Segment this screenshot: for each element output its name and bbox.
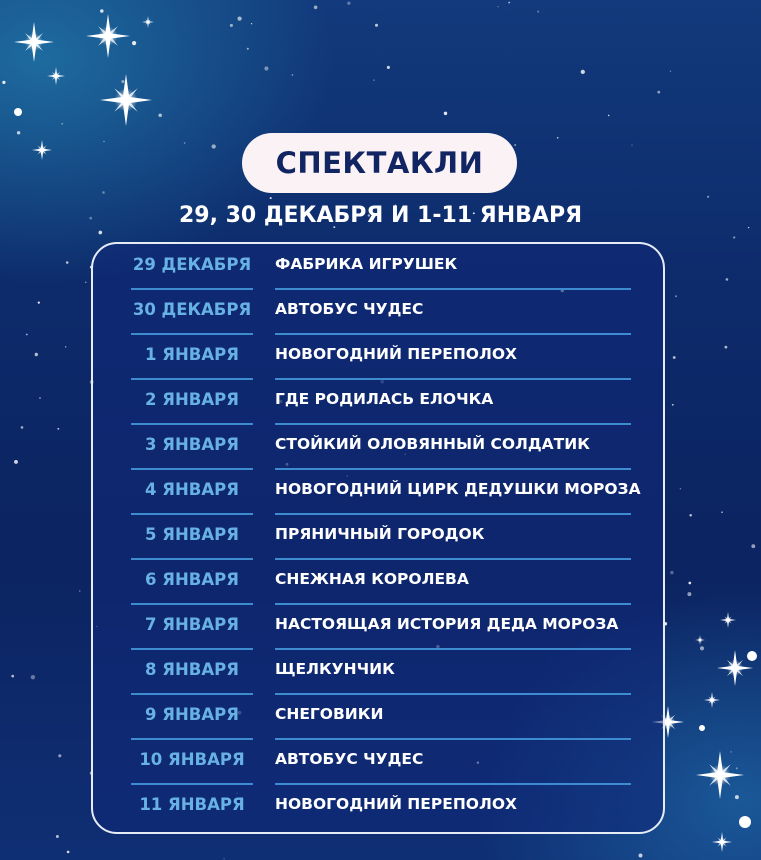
schedule-row bbox=[93, 469, 667, 514]
snow-dot-icon bbox=[680, 488, 681, 489]
schedule-date: 6 ЯНВАРЯ bbox=[145, 570, 239, 589]
snow-dot-icon bbox=[38, 301, 40, 303]
schedule-row bbox=[93, 694, 667, 739]
snow-dot-icon bbox=[212, 144, 216, 148]
schedule-show-title: СНЕГОВИКИ bbox=[275, 705, 384, 723]
snow-dot-icon bbox=[373, 80, 374, 81]
snow-dot-icon bbox=[375, 24, 378, 27]
schedule-row bbox=[93, 649, 667, 694]
sparkle-star-icon bbox=[712, 832, 732, 852]
schedule-date: 4 ЯНВАРЯ bbox=[145, 480, 239, 499]
sparkle-star-icon bbox=[32, 140, 52, 160]
snow-dot-icon bbox=[26, 334, 28, 336]
schedule-date: 30 ДЕКАБРЯ bbox=[132, 300, 252, 319]
snow-dot-icon bbox=[35, 353, 38, 356]
snow-dot-icon bbox=[387, 66, 390, 69]
snow-dot-icon bbox=[184, 142, 186, 144]
schedule-show-title: ФАБРИКА ИГРУШЕК bbox=[275, 255, 458, 273]
snow-dot-icon bbox=[264, 66, 268, 70]
schedule-show-title: НОВОГОДНИЙ ЦИРК ДЕДУШКИ МОРОЗА bbox=[275, 480, 641, 498]
snow-dot-icon bbox=[736, 767, 738, 769]
schedule-show-title: НАСТОЯЩАЯ ИСТОРИЯ ДЕДА МОРОЗА bbox=[275, 615, 619, 633]
snow-dot-icon bbox=[100, 9, 104, 13]
snow-dot-icon bbox=[121, 80, 124, 83]
schedule-date: 29 ДЕКАБРЯ bbox=[132, 255, 252, 274]
snow-dot-icon bbox=[247, 48, 249, 50]
snow-dot-icon bbox=[65, 346, 67, 348]
schedule-show-title: НОВОГОДНИЙ ПЕРЕПОЛОХ bbox=[275, 795, 517, 813]
snow-dot-icon bbox=[608, 115, 610, 117]
snow-dot-icon bbox=[751, 544, 755, 548]
sparkle-star-icon bbox=[704, 692, 720, 708]
schedule-date: 2 ЯНВАРЯ bbox=[145, 390, 239, 409]
snow-dot-icon bbox=[2, 81, 5, 84]
snow-dot-icon bbox=[670, 571, 673, 574]
sparkle-star-icon bbox=[86, 14, 130, 58]
snow-dot-icon bbox=[21, 426, 24, 429]
schedule-row bbox=[93, 784, 667, 829]
snow-dot-icon bbox=[11, 675, 14, 678]
schedule-row bbox=[93, 559, 667, 604]
snow-dot-icon bbox=[673, 356, 676, 359]
page-subtitle: 29, 30 ДЕКАБРЯ И 1-11 ЯНВАРЯ bbox=[178, 203, 583, 228]
snow-dot-icon bbox=[14, 108, 22, 116]
snow-dot-icon bbox=[270, 197, 272, 199]
sparkle-star-icon bbox=[142, 16, 154, 28]
snow-dot-icon bbox=[726, 278, 729, 281]
snow-dot-icon bbox=[158, 114, 162, 118]
title-pill bbox=[242, 133, 517, 193]
schedule-row bbox=[93, 244, 667, 289]
sparkle-star-icon bbox=[100, 74, 152, 126]
snow-dot-icon bbox=[39, 397, 41, 399]
snow-dot-icon bbox=[14, 460, 18, 464]
snow-dot-icon bbox=[132, 41, 136, 45]
snow-dot-icon bbox=[56, 835, 59, 838]
snow-dot-icon bbox=[735, 795, 739, 799]
schedule-row bbox=[93, 379, 667, 424]
sparkle-star-icon bbox=[14, 22, 54, 62]
schedule-date: 11 ЯНВАРЯ bbox=[139, 795, 245, 814]
snow-dot-icon bbox=[670, 71, 671, 72]
snow-dot-icon bbox=[688, 582, 691, 585]
snow-dot-icon bbox=[237, 16, 241, 20]
snow-dot-icon bbox=[537, 11, 539, 13]
snow-dot-icon bbox=[672, 404, 674, 406]
schedule-date: 5 ЯНВАРЯ bbox=[145, 525, 239, 544]
page-title: СПЕКТАКЛИ bbox=[275, 146, 484, 180]
snow-dot-icon bbox=[57, 428, 59, 430]
snow-dot-icon bbox=[102, 191, 105, 194]
snow-dot-icon bbox=[581, 70, 585, 74]
snow-dot-icon bbox=[733, 236, 735, 238]
schedule-show-title: ПРЯНИЧНЫЙ ГОРОДОК bbox=[275, 525, 485, 543]
snow-dot-icon bbox=[721, 511, 723, 513]
snow-dot-icon bbox=[58, 754, 61, 757]
schedule-date: 1 ЯНВАРЯ bbox=[145, 345, 239, 364]
snow-dot-icon bbox=[223, 858, 224, 859]
snow-dot-icon bbox=[657, 91, 660, 94]
snow-dot-icon bbox=[347, 2, 350, 5]
schedule-row bbox=[93, 739, 667, 784]
schedule-show-title: АВТОБУС ЧУДЕС bbox=[275, 300, 424, 318]
snow-dot-icon bbox=[508, 2, 510, 4]
snow-dot-icon bbox=[631, 144, 632, 145]
snow-dot-icon bbox=[314, 5, 318, 9]
snow-dot-icon bbox=[687, 592, 691, 596]
snow-dot-icon bbox=[31, 675, 35, 679]
schedule-show-title: СНЕЖНАЯ КОРОЛЕВА bbox=[275, 570, 469, 588]
sparkle-star-icon bbox=[720, 612, 736, 628]
schedule-row bbox=[93, 604, 667, 649]
snow-dot-icon bbox=[85, 281, 87, 283]
snow-dot-icon bbox=[67, 851, 70, 854]
snow-dot-icon bbox=[66, 261, 69, 264]
snow-dot-icon bbox=[292, 74, 294, 76]
schedule-show-title: ЩЕЛКУНЧИК bbox=[275, 660, 395, 678]
snow-dot-icon bbox=[700, 646, 704, 650]
schedule-show-title: СТОЙКИЙ ОЛОВЯННЫЙ СОЛДАТИК bbox=[275, 435, 590, 453]
schedule-row bbox=[93, 514, 667, 559]
schedule-date: 7 ЯНВАРЯ bbox=[145, 615, 239, 634]
snow-dot-icon bbox=[725, 346, 728, 349]
schedule-date: 8 ЯНВАРЯ bbox=[145, 660, 239, 679]
snow-dot-icon bbox=[61, 123, 63, 125]
snow-dot-icon bbox=[497, 6, 498, 7]
snow-dot-icon bbox=[514, 144, 516, 146]
schedule-panel bbox=[91, 242, 665, 834]
schedule-show-title: ГДЕ РОДИЛАСЬ ЕЛОЧКА bbox=[275, 390, 494, 408]
snow-dot-icon bbox=[17, 131, 20, 134]
schedule-row bbox=[93, 334, 667, 379]
schedule-show-title: НОВОГОДНИЙ ПЕРЕПОЛОХ bbox=[275, 345, 517, 363]
snow-dot-icon bbox=[639, 854, 643, 858]
snow-dot-icon bbox=[739, 816, 751, 828]
schedule-row bbox=[93, 289, 667, 334]
snow-dot-icon bbox=[689, 514, 691, 516]
snow-dot-icon bbox=[557, 137, 559, 139]
schedule-date: 10 ЯНВАРЯ bbox=[139, 750, 245, 769]
sparkle-star-icon bbox=[47, 67, 65, 85]
snow-dot-icon bbox=[444, 112, 447, 115]
snow-dot-icon bbox=[230, 24, 233, 27]
snow-dot-icon bbox=[730, 751, 732, 753]
sparkle-star-icon bbox=[695, 635, 705, 645]
snow-dot-icon bbox=[103, 141, 104, 142]
snow-dot-icon bbox=[251, 23, 252, 24]
snow-dot-icon bbox=[699, 725, 705, 731]
schedule-date: 9 ЯНВАРЯ bbox=[145, 705, 239, 724]
snow-dot-icon bbox=[707, 196, 709, 198]
snow-dot-icon bbox=[747, 651, 757, 661]
schedule-date: 3 ЯНВАРЯ bbox=[145, 435, 239, 454]
snow-dot-icon bbox=[98, 231, 102, 235]
snow-dot-icon bbox=[675, 295, 677, 297]
schedule-row bbox=[93, 424, 667, 469]
sparkle-star-icon bbox=[696, 751, 744, 799]
snow-dot-icon bbox=[79, 590, 81, 592]
schedule-show-title: АВТОБУС ЧУДЕС bbox=[275, 750, 424, 768]
